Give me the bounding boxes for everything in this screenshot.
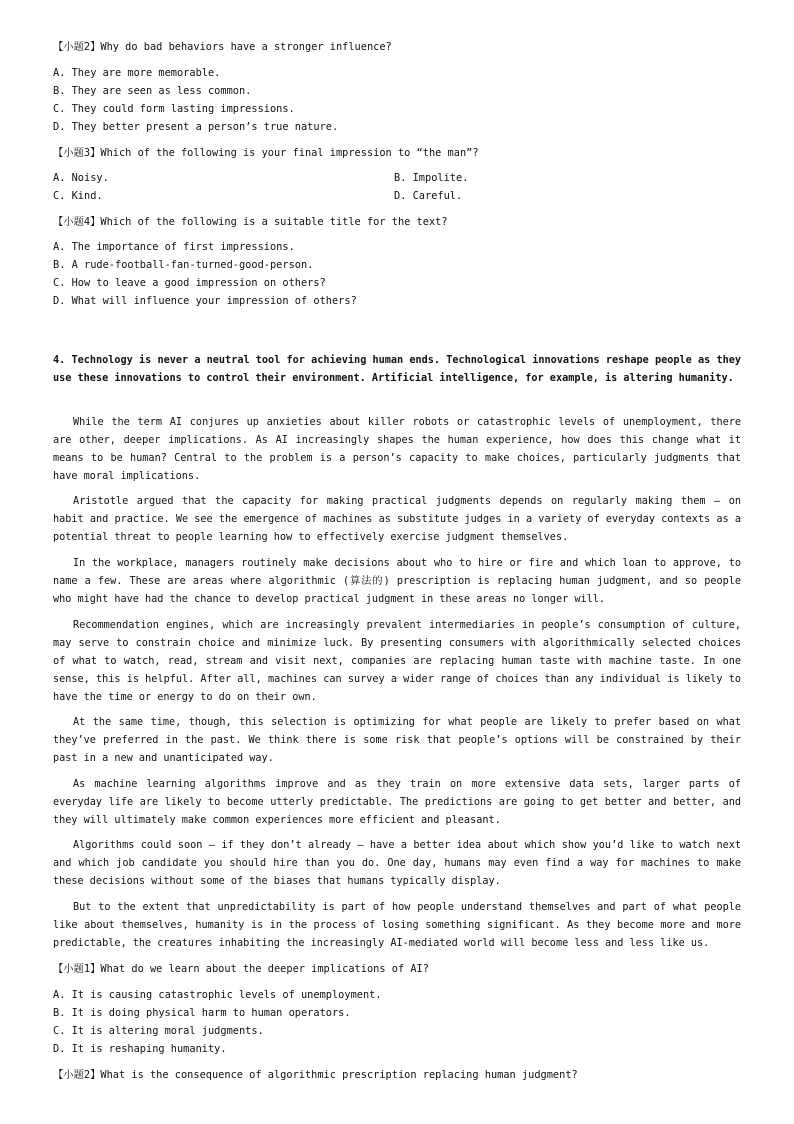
answer-option: D. Careful.: [394, 190, 463, 202]
answer-option: A. It is causing catastrophic levels of unemployment.: [53, 989, 382, 1001]
answer-option: B. They are seen as less common.: [53, 85, 252, 97]
question-stem: 【小题1】What do we learn about the deeper implications of AI?: [53, 963, 429, 975]
passage-intro: 4. Technology is never a neutral tool for achieving human ends. Technological innovations reshape people as they use these innovations to control their environment. Artificial intelligence, for example, is altering humanity.: [53, 355, 741, 384]
answer-option: A. They are more memorable.: [53, 67, 221, 79]
answer-option: C. It is altering moral judgments.: [53, 1025, 264, 1037]
passage-paragraph: Aristotle argued that the capacity for making practical judgments depends on regularly making them — on habit and practice. We see the emergence of machines as substitute judges in a variety of everyday contexts as a potential threat to people learning how to effectively exercise judgment themselves.: [53, 496, 741, 543]
answer-option: C. How to leave a good impression on others?: [53, 277, 326, 289]
answer-option: B. A rude-football-fan-turned-good-person.: [53, 259, 314, 271]
passage-paragraph: But to the extent that unpredictability is part of how people understand themselves and part of what people like about themselves, humanity is in the process of losing something significant. As they become more and more predictable, the creatures inhabiting the increasingly AI-mediated world will become less and less like us.: [53, 902, 741, 949]
answer-option: A. The importance of first impressions.: [53, 241, 295, 253]
passage-paragraph: Recommendation engines, which are increasingly prevalent intermediaries in people’s consumption of culture, may serve to constrain choice and minimize luck. By presenting consumers with algorithmically selected choices of what to watch, read, stream and visit next, companies are replacing human taste with machine taste. In one sense, this is helpful. After all, machines can survey a wider range of choices than any individual is likely to have the time or energy to do on their own.: [53, 620, 741, 703]
question-stem: 【小题2】What is the consequence of algorithmic prescription replacing human judgment?: [53, 1069, 578, 1081]
passage-paragraph: Algorithms could soon — if they don’t already — have a better idea about which show you’d like to watch next and which job candidate you should hire than you do. One day, humans may even find a way for machines to make these decisions without some of the biases that humans typically display.: [53, 840, 741, 887]
passage-paragraph: In the workplace, managers routinely make decisions about who to hire or fire and which loan to approve, to name a few. These are areas where algorithmic (算法的) prescription is replacing human judgment, and so people who might have had the chance to develop practical judgment in these areas no longer will.: [53, 558, 741, 605]
answer-option: C. They could form lasting impressions.: [53, 103, 295, 115]
answer-option: D. It is reshaping humanity.: [53, 1043, 227, 1055]
answer-option: D. What will influence your impression of others?: [53, 295, 357, 307]
passage-paragraph: While the term AI conjures up anxieties about killer robots or catastrophic levels of unemployment, there are other, deeper implications. As AI increasingly shapes the human experience, how does this change what it means to be human? Central to the problem is a person’s capacity to make choices, particularly judgments that have moral implications.: [53, 417, 741, 482]
passage-paragraph: As machine learning algorithms improve and as they train on more extensive data sets, larger parts of everyday life are likely to become utterly predictable. The predictions are going to get better and better, and they will ultimately make common experiences more efficient and pleasant.: [53, 779, 741, 826]
answer-option: C. Kind.: [53, 190, 103, 202]
answer-option: B. It is doing physical harm to human operators.: [53, 1007, 351, 1019]
question-stem: 【小题3】Which of the following is your final impression to “the man”?: [53, 147, 479, 159]
question-stem: 【小题4】Which of the following is a suitable title for the text?: [53, 216, 448, 228]
answer-option: D. They better present a person’s true nature.: [53, 121, 339, 133]
answer-option: A. Noisy.: [53, 172, 109, 184]
question-stem: 【小题2】Why do bad behaviors have a stronger influence?: [53, 41, 392, 53]
passage-paragraph: At the same time, though, this selection is optimizing for what people are likely to prefer based on what they’ve preferred in the past. We think there is some risk that people’s options will be constrained by their past in a new and unanticipated way.: [53, 717, 741, 764]
answer-option: B. Impolite.: [394, 172, 469, 184]
